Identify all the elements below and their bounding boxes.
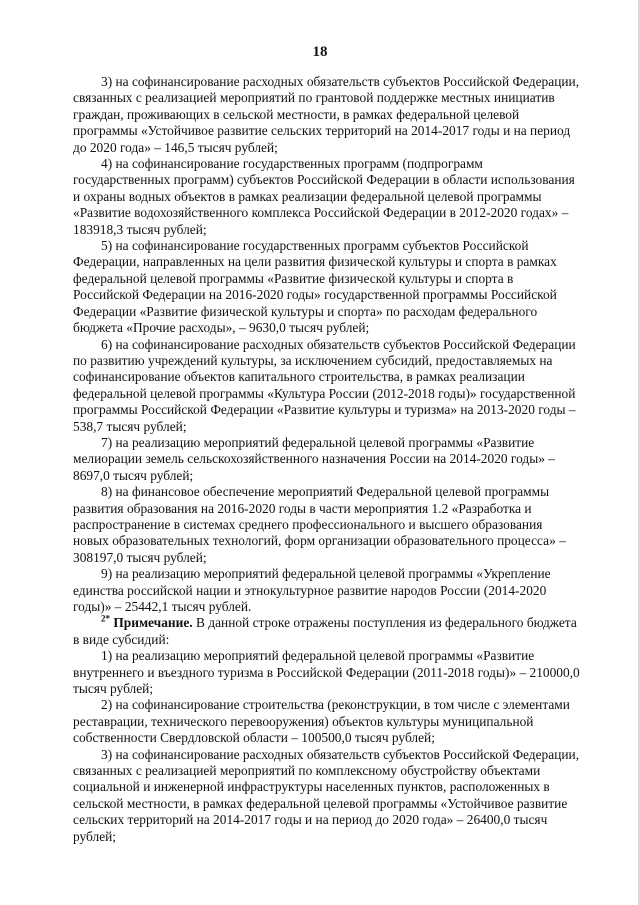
paragraph-item-6: 6) на софинансирование расходных обязательств субъектов Российской Федерации по развитию учреждений культуры, за исключением субсидий, предоставляемых на софинансирование объектов капитального строительства, в рамках реализации федеральной целевой программы «Культура России (2012-2018 годы)» государственной программы Российской Федерации «Развитие культуры и туризма» на 2013-2020 годы – 538,7 тысяч рублей; (73, 336, 576, 434)
document-body (73, 74, 581, 845)
note-text: В данной строке отражены поступления из федерального бюджета в виде субсидий: (73, 615, 577, 647)
paragraph-item-7: 7) на реализацию мероприятий федеральной целевой программы «Развитие мелиорации земель сельскохозяйственного назначения России на 2014-2020 годы» – 8697,0 тысяч рублей; (73, 434, 555, 483)
page-number: 18 (312, 44, 328, 60)
note-label: Примечание. (113, 615, 193, 631)
note-paragraph (73, 615, 581, 648)
note-item-3: 3) на софинансирование расходных обязательств субъектов Российской Федерации, связанных с реализацией мероприятий по комплексному обустройству объектами социальной и инженерной инфраструктуры населенных пунктов, расположенных в сельской местности, в рамках федеральной целевой программы «Устойчивое развитие сельских территорий на 2014-2017 годы и на период до 2020 года» – 26400,0 тысяч рублей; (73, 746, 580, 844)
note-item-2: 2) на софинансирование строительства (реконструкции, в том числе с элементами реставрации, технического перевооружения) объектов культуры муниципальной собственности Свердловской области – 100500,0 тысяч рублей; (73, 697, 570, 746)
paragraph-item-5: 5) на софинансирование государственных программ субъектов Российской Федерации, направленных на цели развития физической культуры и спорта в рамках федеральной целевой программы «Развитие физической культуры и спорта в Российской Федерации на 2016-2020 годы» государственной программы Российской Федерации «Развитие физической культуры и спорта» по расходам федерального бюджета «Прочие расходы», – 9630,0 тысяч рублей; (73, 238, 557, 336)
note-item-1: 1) на реализацию мероприятий федеральной целевой программы «Развитие внутреннего и въездного туризма в Российской Федерации (2011-2018 годы)» – 210000,0 тысяч рублей; (73, 648, 580, 697)
note-footnote-mark: 2* (101, 613, 110, 624)
paragraph-item-8: 8) на финансовое обеспечение мероприятий Федеральной целевой программы развития образования на 2016-2020 годы в части мероприятия 1.2 «Разработка и распространение в системах среднего профессионального и высшего образования новых образовательных технологий, форм организации образовательного процесса» – 308197,0 тысяч рублей; (73, 484, 566, 565)
paragraph-item-3: 3) на софинансирование расходных обязательств субъектов Российской Федерации, связанных с реализацией мероприятий по грантовой поддержке местных инициатив граждан, проживающих в сельской местности, в рамках федеральной целевой программы «Устойчивое развитие сельских территорий на 2014-2017 годы и на период до 2020 года» – 146,5 тысяч рублей; (73, 74, 580, 155)
paragraph-item-9: 9) на реализацию мероприятий федеральной целевой программы «Укрепление единства российской нации и этнокультурное развитие народов России (2014-2020 годы)» – 25442,1 тысяч рублей. (73, 566, 551, 614)
paragraph-item-4: 4) на софинансирование государственных программ (подпрограмм государственных программ) субъектов Российской Федерации в области использования и охраны водных объектов в рамках реализации федеральной целевой программы «Развитие водохозяйственного комплекса Российской Федерации в 2012-2020 годах» – 183918,3 тысяч рублей; (73, 156, 575, 237)
